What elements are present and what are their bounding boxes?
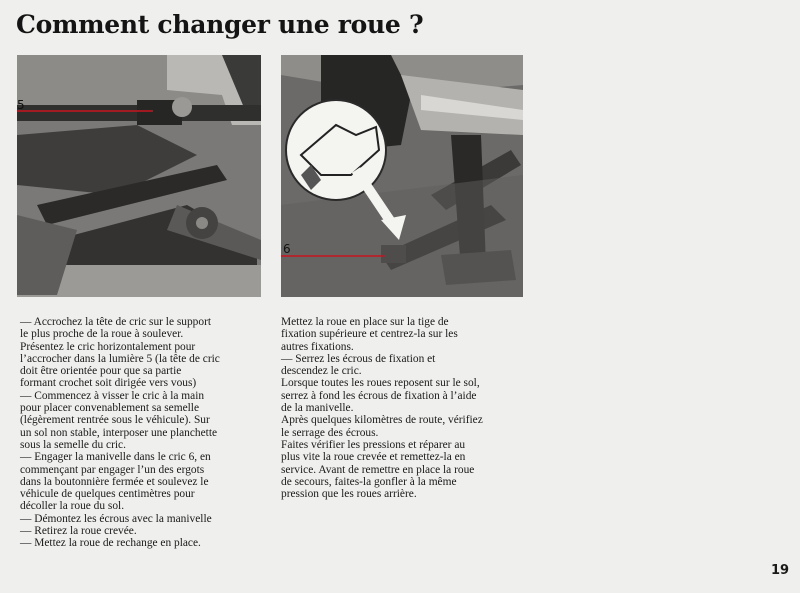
left-line: sous la semelle du cric. xyxy=(20,438,126,451)
right-line: descendez le cric. xyxy=(281,365,362,378)
crank-engagement-photo xyxy=(281,55,523,297)
left-line: (légèrement rentrée sous le véhicule). Sur xyxy=(20,414,210,427)
left-line: doit être orientée pour que sa partie xyxy=(20,365,182,378)
callout-6-label: 6 xyxy=(283,242,291,256)
jack-attachment-photo xyxy=(17,55,261,297)
page-title: Comment changer une roue ? xyxy=(16,10,424,39)
left-line: — Engager la manivelle dans le cric 6, en xyxy=(20,451,211,464)
right-line: fixation supérieure et centrez-la sur les xyxy=(281,328,458,341)
right-line: serrez à fond les écrous de fixation à l’aide xyxy=(281,389,477,402)
left-line: — Commencez à visser le cric à la main xyxy=(20,389,205,402)
right-line: autres fixations. xyxy=(281,340,354,353)
left-line: — Accrochez la tête de cric sur le support xyxy=(20,316,212,328)
right-line: Lorsque toutes les roues reposent sur le sol, xyxy=(281,377,480,390)
left-line: — Démontez les écrous avec la manivelle xyxy=(20,512,212,525)
left-line: décoller la roue du sol. xyxy=(20,500,125,513)
left-instructions xyxy=(20,316,260,550)
right-line: de secours, faites-la gonfler à la même xyxy=(281,475,457,488)
left-line: Présentez le cric horizontalement pour xyxy=(20,340,196,353)
left-line: — Mettez la roue de rechange en place. xyxy=(20,537,201,550)
right-instructions xyxy=(281,316,511,500)
left-line: dans la boutonnière fermée et soulevez le xyxy=(20,475,209,488)
right-line: service. Avant de remettre en place la roue xyxy=(281,463,475,476)
left-line: pour placer convenablement sa semelle xyxy=(20,402,200,415)
callout-5-line xyxy=(17,108,157,114)
right-line: plus vite la roue crevée et remettez-la en xyxy=(281,451,466,464)
left-line: — Retirez la roue crevée. xyxy=(20,525,137,538)
right-line: Faites vérifier les pressions et réparer au xyxy=(281,438,466,451)
left-line: un sol non stable, interposer une planchette xyxy=(20,426,218,439)
right-line: pression que les roues arrière. xyxy=(281,488,417,501)
left-line: le plus proche de la roue à soulever. xyxy=(20,328,184,341)
right-line: le serrage des écrous. xyxy=(281,426,379,439)
page-number: 19 xyxy=(771,563,790,578)
right-line: de la manivelle. xyxy=(281,402,354,415)
left-line: l’accrocher dans la lumière 5 (la tête de cric xyxy=(20,352,220,365)
right-line: Après quelques kilomètres de route, vérifiez xyxy=(281,414,483,427)
left-line: formant crochet soit dirigée vers vous) xyxy=(20,377,197,390)
right-line: — Serrez les écrous de fixation et xyxy=(281,352,436,365)
right-line: Mettez la roue en place sur la tige de xyxy=(281,316,449,328)
left-line: commençant par engager l’un des ergots xyxy=(20,463,205,476)
callout-6-line xyxy=(281,253,401,259)
callout-5-label: 5 xyxy=(17,98,25,112)
left-line: véhicule de quelques centimètres pour xyxy=(20,488,195,501)
